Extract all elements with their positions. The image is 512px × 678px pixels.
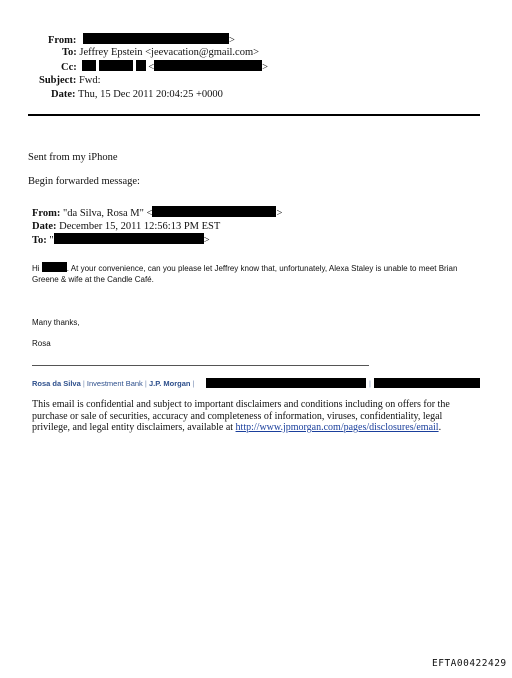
subject-label: Subject: <box>39 75 77 86</box>
redaction <box>152 206 276 217</box>
subject-row <box>39 74 101 87</box>
message-line-2: Greene & wife at the Candle Café. <box>32 275 154 284</box>
signature-name: Rosa da Silva <box>32 379 81 388</box>
redaction <box>136 60 146 71</box>
fwd-to-row: To: " > <box>32 235 210 246</box>
date-value: Thu, 15 Dec 2011 20:04:25 +0000 <box>77 89 223 100</box>
to-row <box>62 46 259 59</box>
redaction <box>83 33 229 44</box>
disclaimer-text: This email is confidential and subject to important disclaimers and conditions including on offers for the purchase or sale of securities, accuracy and completeness of information, viruses, confidentiality, legal privilege, and legal entity disclaimers, available at <box>32 399 450 433</box>
fwd-to-value: " <box>49 235 54 246</box>
date-label: Date: <box>51 89 76 100</box>
from-label: From: <box>48 35 77 46</box>
signature-company: J.P. Morgan <box>148 379 191 388</box>
to-label: To: <box>62 47 77 58</box>
to-value: Jeffrey Epstein <jeevacation@gmail.com> <box>79 47 260 58</box>
signature-line: Rosa da Silva | Investment Bank | J.P. Morgan | <box>32 379 195 388</box>
redaction <box>54 233 204 244</box>
redaction <box>42 262 67 272</box>
sent-from-line: Sent from my iPhone <box>28 152 118 163</box>
redaction <box>99 60 133 71</box>
forwarded-header <box>32 206 282 247</box>
message-line-1: Hi . At your convenience, can you please let Jeffrey know that, unfortunately, Alexa Staley is unable to meet Brian <box>32 264 458 273</box>
signature-dept: Investment Bank <box>86 379 143 388</box>
header-divider <box>28 114 480 116</box>
redaction <box>154 60 262 71</box>
fwd-to-label: To: <box>32 235 47 246</box>
redaction <box>206 378 366 388</box>
fwd-date-label: Date: <box>32 221 57 232</box>
begin-forwarded-line: Begin forwarded message: <box>28 176 140 187</box>
fwd-from-label: From: <box>32 208 61 219</box>
cc-row: Cc: < > <box>61 62 269 73</box>
redaction <box>374 378 480 388</box>
greeting: Hi <box>32 264 40 273</box>
disclaimer: This email is confidential and subject to important disclaimers and conditions including on offers for the purchase or sale of securities, accuracy and completeness of information, viruses, confidentiality, legal privilege, and legal entity disclaimers, available at http://www.jpmorgan.com/pages/disclosures/email. <box>32 399 450 433</box>
thanks-line: Many thanks, <box>32 318 80 327</box>
subject-value: Fwd: <box>78 75 101 86</box>
disclosures-link[interactable]: http://www.jpmorgan.com/pages/disclosures/email <box>235 422 439 433</box>
fwd-from-value: "da Silva, Rosa M" < <box>63 208 153 219</box>
signature-divider <box>32 365 369 366</box>
fwd-date-value: December 15, 2011 12:56:13 PM EST <box>59 221 221 232</box>
document-id: EFTA00422429 <box>432 658 507 669</box>
fwd-from-row: From: "da Silva, Rosa M" < > <box>32 208 283 219</box>
date-row <box>51 88 223 101</box>
fwd-date-row <box>32 220 282 233</box>
cc-label: Cc: <box>61 62 77 73</box>
from-row: From: > <box>48 35 235 46</box>
signoff-line: Rosa <box>32 339 51 348</box>
redaction <box>82 60 96 71</box>
signature-sep: | <box>369 379 371 388</box>
